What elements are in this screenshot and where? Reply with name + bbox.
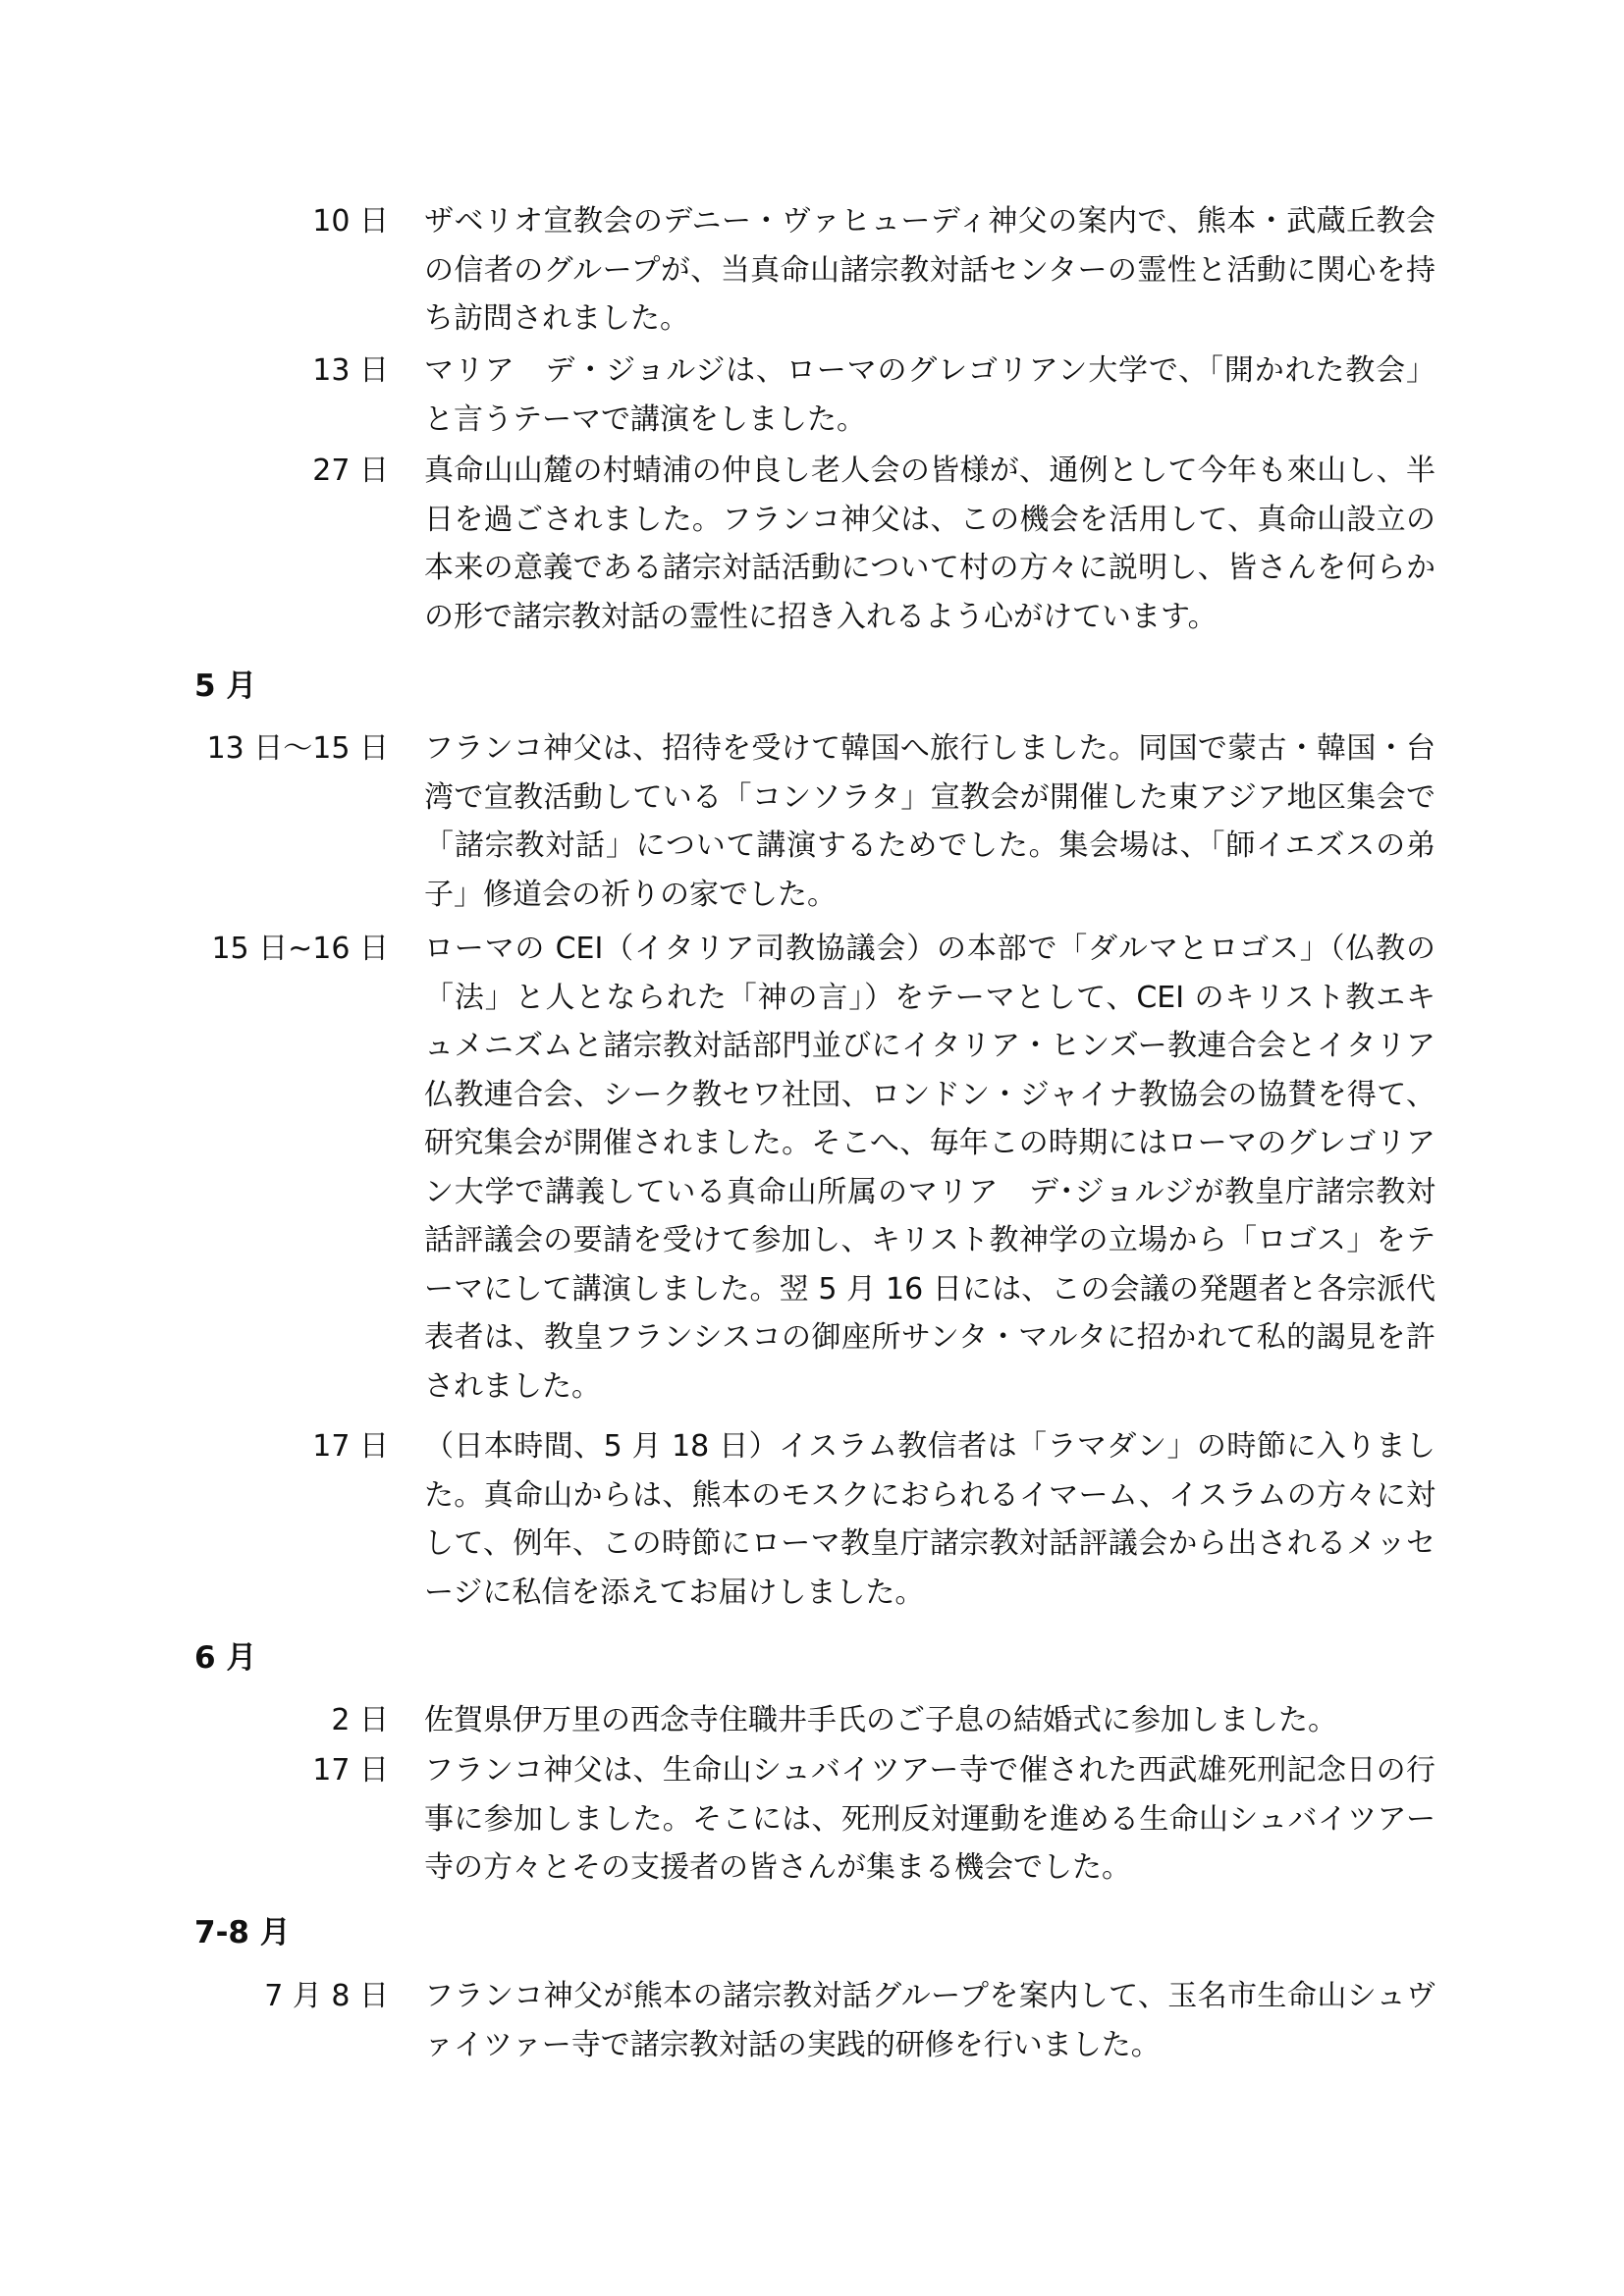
entry-text: フランコ神父が熊本の諸宗教対話グループを案内して、玉名市生命山シュヴァイツァー寺で諸宗教対話の実践的研修を行いました。 <box>424 1979 1435 2062</box>
month-heading-jun: 6 月 <box>194 1640 257 1676</box>
entry-date: 7 月 8 日 <box>264 1979 389 2013</box>
entry-text: フランコ神父は、招待を受けて韓国へ旅行しました。同国で蒙古・韓国・台湾で宣教活動している「コンソラタ」宣教会が開催した東アジア地区集会で「諸宗教対話」について講演するためでした。集会場は、「師イエズスの弟子」修道会の祈りの家でした。 <box>424 731 1435 912</box>
entry-text: （日本時間、5 月 18 日）イスラム教信者は「ラマダン」の時節に入りました。真命山からは、熊本のモスクにおられるイマーム、イスラムの方々に対して、例年、この時節にローマ教皇庁諸宗教対話評議会から出されるメッセージに私信を添えてお届けしました。 <box>424 1429 1435 1610</box>
entry-text: フランコ神父は、生命山シュバイツアー寺で催された西武雄死刑記念日の行事に参加しました。そこには、死刑反対運動を進める生命山シュバイツアー寺の方々とその支援者の皆さんが集まる機会でした。 <box>424 1753 1435 1885</box>
entry-date: 17 日 <box>312 1753 389 1788</box>
entry-date: 17 日 <box>312 1429 389 1464</box>
entry-date: 13 日～15 日 <box>206 731 389 766</box>
entry-date: 13 日 <box>312 353 389 388</box>
entry-date: 2 日 <box>331 1703 389 1737</box>
entry-text: 真命山山麓の村蜻浦の仲良し老人会の皆様が、通例として今年も來山し、半日を過ごされました。フランコ神父は、この機会を活用して、真命山設立の本来の意義である諸宗対話活動について村の方々に説明し、皆さんを何らかの形で諸宗教対話の霊性に招き入れるよう心がけています。 <box>424 454 1435 634</box>
month-heading-may: 5 月 <box>194 668 257 704</box>
entry-date: 27 日 <box>312 454 389 488</box>
entry-text: マリア デ・ジョルジは、ローマのグレゴリアン大学で、「開かれた教会」と言うテーマで講演をしました。 <box>424 353 1435 437</box>
entry-date: 10 日 <box>312 204 389 239</box>
entry-text: ローマの CEI（イタリア司教協議会）の本部で「ダルマとロゴス」（仏教の「法」と人となられた「神の言」）をテーマとして、CEI のキリスト教エキュメニズムと諸宗教対話部門並びにイタリア・ヒンズー教連合会とイタリア仏教連合会、シーク教セワ社団、ロンドン・ジャイナ教協会の協賛を得て、研究集会が開催されました。そこへ、毎年この時期にはローマのグレゴリアン大学で講義している真命山所属のマリア デ･ジョルジが教皇庁諸宗教対話評議会の要請を受けて参加し、キリスト教神学の立場から「ロゴス」をテーマにして講演しました。翌 5 月 16 日には、この会議の発題者と各宗派代表者は、教皇フランシスコの御座所サンタ・マルタに招かれて私的謁見を許されました。 <box>424 932 1435 1404</box>
entry-text: ザベリオ宣教会のデニー・ヴァヒューディ神父の案内で、熊本・武蔵丘教会の信者のグループが、当真命山諸宗教対話センターの霊性と活動に関心を持ち訪問されました。 <box>424 204 1435 336</box>
entry-text: 佐賀県伊万里の西念寺住職井手氏のご子息の結婚式に参加しました。 <box>424 1703 1337 1737</box>
month-heading-jul-aug: 7-8 月 <box>194 1915 291 1950</box>
entry-date: 15 日~16 日 <box>211 932 389 966</box>
